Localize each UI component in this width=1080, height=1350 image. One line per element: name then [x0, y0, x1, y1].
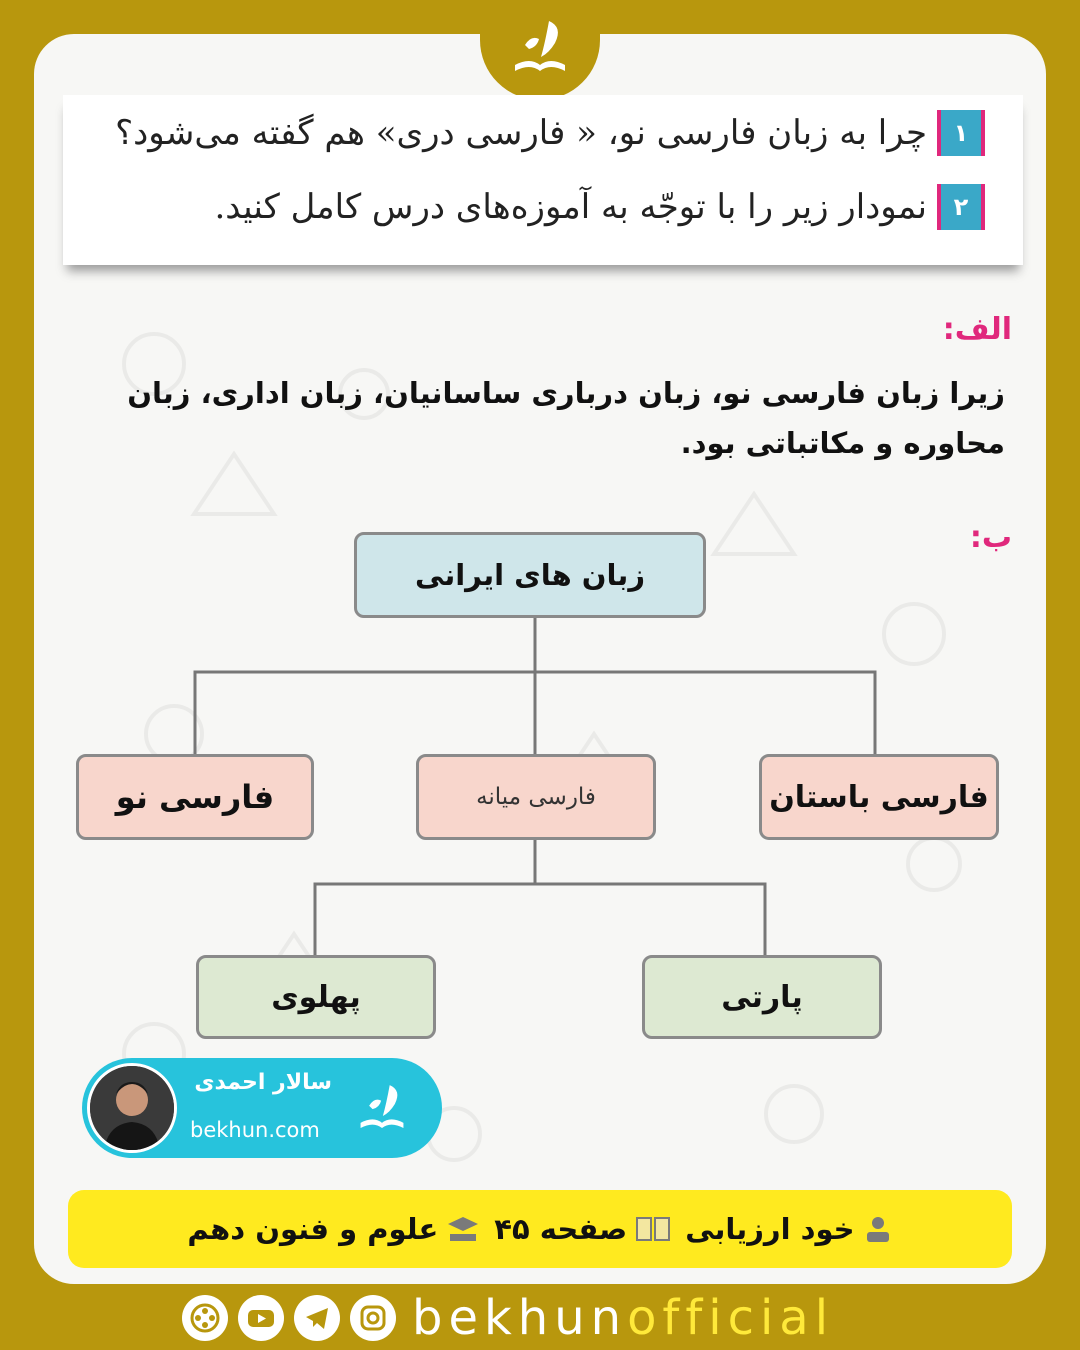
middle-persian-node: فارسی میانه	[416, 754, 656, 840]
page-number-label: صفحه ۴۵	[494, 1212, 628, 1246]
instagram-link[interactable]	[350, 1295, 396, 1341]
youtube-link[interactable]	[238, 1295, 284, 1341]
brand-handle-part1: bekhun	[412, 1290, 628, 1346]
root-node: زبان های ایرانی	[354, 532, 706, 618]
part-a-label: الف:	[942, 312, 1012, 347]
telegram-link[interactable]	[294, 1295, 340, 1341]
book-icon	[635, 1214, 671, 1244]
grad-cap-icon	[446, 1214, 480, 1244]
questions-box	[63, 95, 1023, 265]
telegram-icon	[301, 1302, 333, 1334]
self-evaluation-label: خود ارزیابی	[685, 1212, 855, 1246]
aparat-icon	[189, 1302, 221, 1334]
question-2	[214, 177, 985, 237]
question-2-number: ۲	[937, 184, 985, 230]
question-1	[115, 103, 985, 163]
new-persian-node: فارسی نو	[76, 754, 314, 840]
subject-label: علوم و فنون دهم	[187, 1212, 439, 1246]
footer	[182, 1290, 834, 1346]
self-evaluation	[685, 1212, 892, 1246]
author-website[interactable]: bekhun.com	[190, 1118, 320, 1142]
author-logo-icon	[350, 1080, 414, 1140]
avatar	[87, 1063, 177, 1153]
brand-handle-part2: official	[627, 1290, 835, 1346]
part-a-answer: زیرا زبان فارسی نو، زبان درباری ساسانیان، زبان اداری، زبان محاوره و مکاتباتی بود.	[127, 376, 1005, 460]
person-photo-icon	[90, 1066, 174, 1150]
person-icon	[863, 1214, 893, 1244]
brand-handle	[412, 1290, 834, 1346]
lesson-info-bar	[68, 1190, 1012, 1268]
part-b-label: ب:	[969, 520, 1012, 555]
logo-icon	[505, 15, 575, 85]
question-1-text: چرا به زبان فارسی نو، « فارسی دری» هم گفته می‌شود؟	[115, 113, 927, 153]
ancient-persian-node: فارسی باستان	[759, 754, 999, 840]
question-2-text: نمودار زیر را با توجّه به آموزه‌های درس کامل کنید.	[214, 187, 927, 227]
question-1-number: ۱	[937, 110, 985, 156]
parthian-node: پارتی	[642, 955, 882, 1039]
instagram-icon	[357, 1302, 389, 1334]
author-name: سالار احمدی	[194, 1070, 332, 1095]
pahlavi-node: پهلوی	[196, 955, 436, 1039]
subject	[187, 1212, 480, 1246]
author-card[interactable]	[82, 1058, 442, 1158]
aparat-link[interactable]	[182, 1295, 228, 1341]
youtube-icon	[245, 1302, 277, 1334]
page-number	[494, 1212, 671, 1246]
